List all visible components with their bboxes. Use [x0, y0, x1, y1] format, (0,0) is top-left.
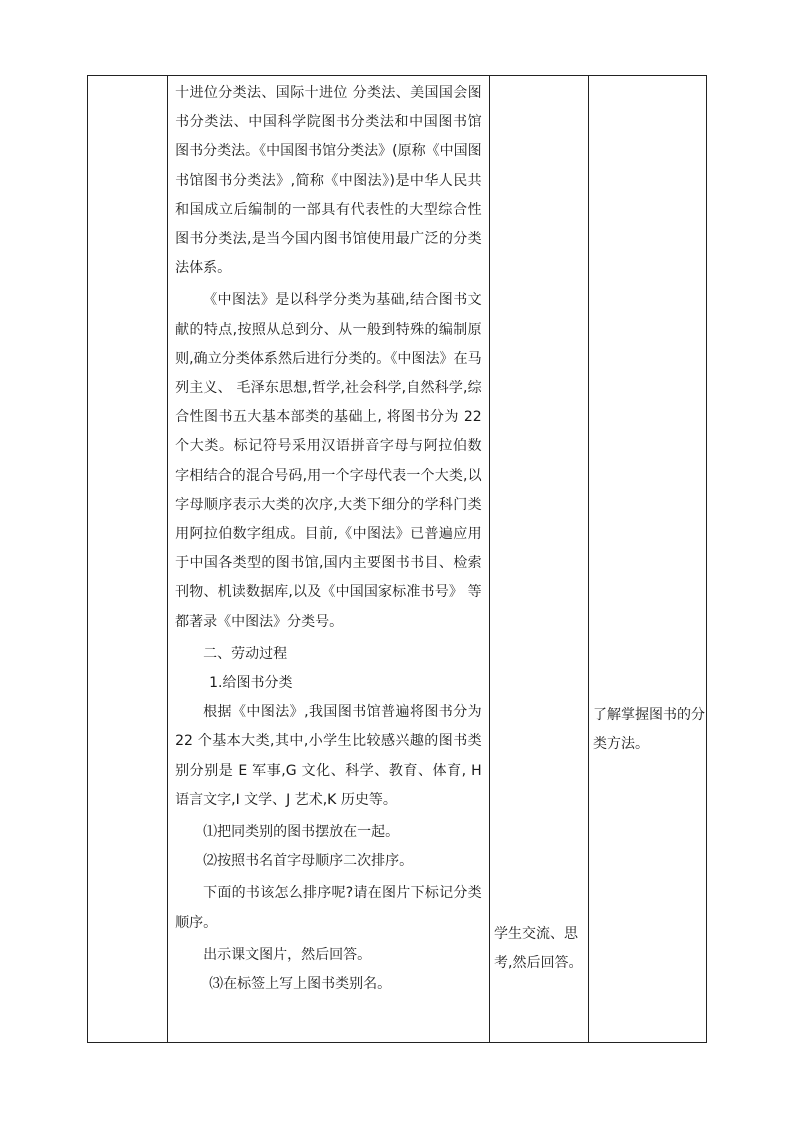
step-1-text: ⑴把同类别的图书摆放在一起。 [203, 824, 400, 841]
step-2-text: ⑵按照书名首字母顺序二次排序。 [203, 853, 414, 870]
zhongtufa-paragraph: 《中图法》是以科学分类为基础,结合图书文献的特点,按照从总到分、从一般到特殊的编制原则,确立分类体系然后进行分类的。《中图法》在马列主义、 毛泽东思想,哲学,社会科学,自然科学,综合性图书五大基本部类的基础上, 将图书分为 22 个大类。标记符号采用汉语拼音字母与阿拉伯数字相结合的混合号码,用一个字母代表一个大类,以字母顺序表示大类的次序,大类下细分的学科门类用阿拉伯数字组成。目前,《中图法》已普遍应用于中国各类型的图书馆,国内主要图书书目、检索刊物、机读数据库,以及《中国国家标准书号》 等都著录《中图法》分类号。 [175, 292, 482, 630]
question-paragraph: 下面的书该怎么排序呢?请在图片下标记分类顺序。 [175, 885, 482, 931]
empty-first-column-cell [88, 76, 168, 1043]
lesson-plan-table [87, 75, 707, 1043]
student-activity-text: 学生交流、思考,然后回答。 [494, 926, 583, 971]
intro-paragraph: 十进位分类法、国际十进位 分类法、美国国会图书分类法、中国科学院图书分类法和中国图书馆图书分类法。《中国图书馆分类法》(原称《中国图书馆图书分类法》,简称《中图法》)是中华人民共和国成立后编制的一部具有代表性的大型综合性图书分类法,是当今国内图书馆使用最广泛的分类法体系。 [175, 85, 482, 277]
teaching-content-cell [168, 76, 490, 1043]
step-heading-classify-books: 1.给图书分类 [209, 675, 293, 692]
lesson-plan-row [88, 76, 707, 1043]
student-activity-cell [489, 76, 588, 1043]
step-3-text: ⑶在标签上写上图书类别名。 [209, 976, 392, 993]
category-paragraph: 根据《中图法》,我国图书馆普遍将图书分为 22 个基本大类,其中,小学生比较感兴趣的图书类别分别是 E 军事,G 文化、科学、教育、体育, H 语言文字,I 文学、J 艺术,K 历史等。 [175, 704, 482, 808]
design-intent-text: 了解掌握图书的分类方法。 [593, 707, 705, 752]
section-heading-labor-process: 二、劳动过程 [203, 645, 288, 662]
design-intent-cell [588, 76, 706, 1043]
show-picture-text: 出示课文图片，然后回答。 [203, 946, 372, 963]
